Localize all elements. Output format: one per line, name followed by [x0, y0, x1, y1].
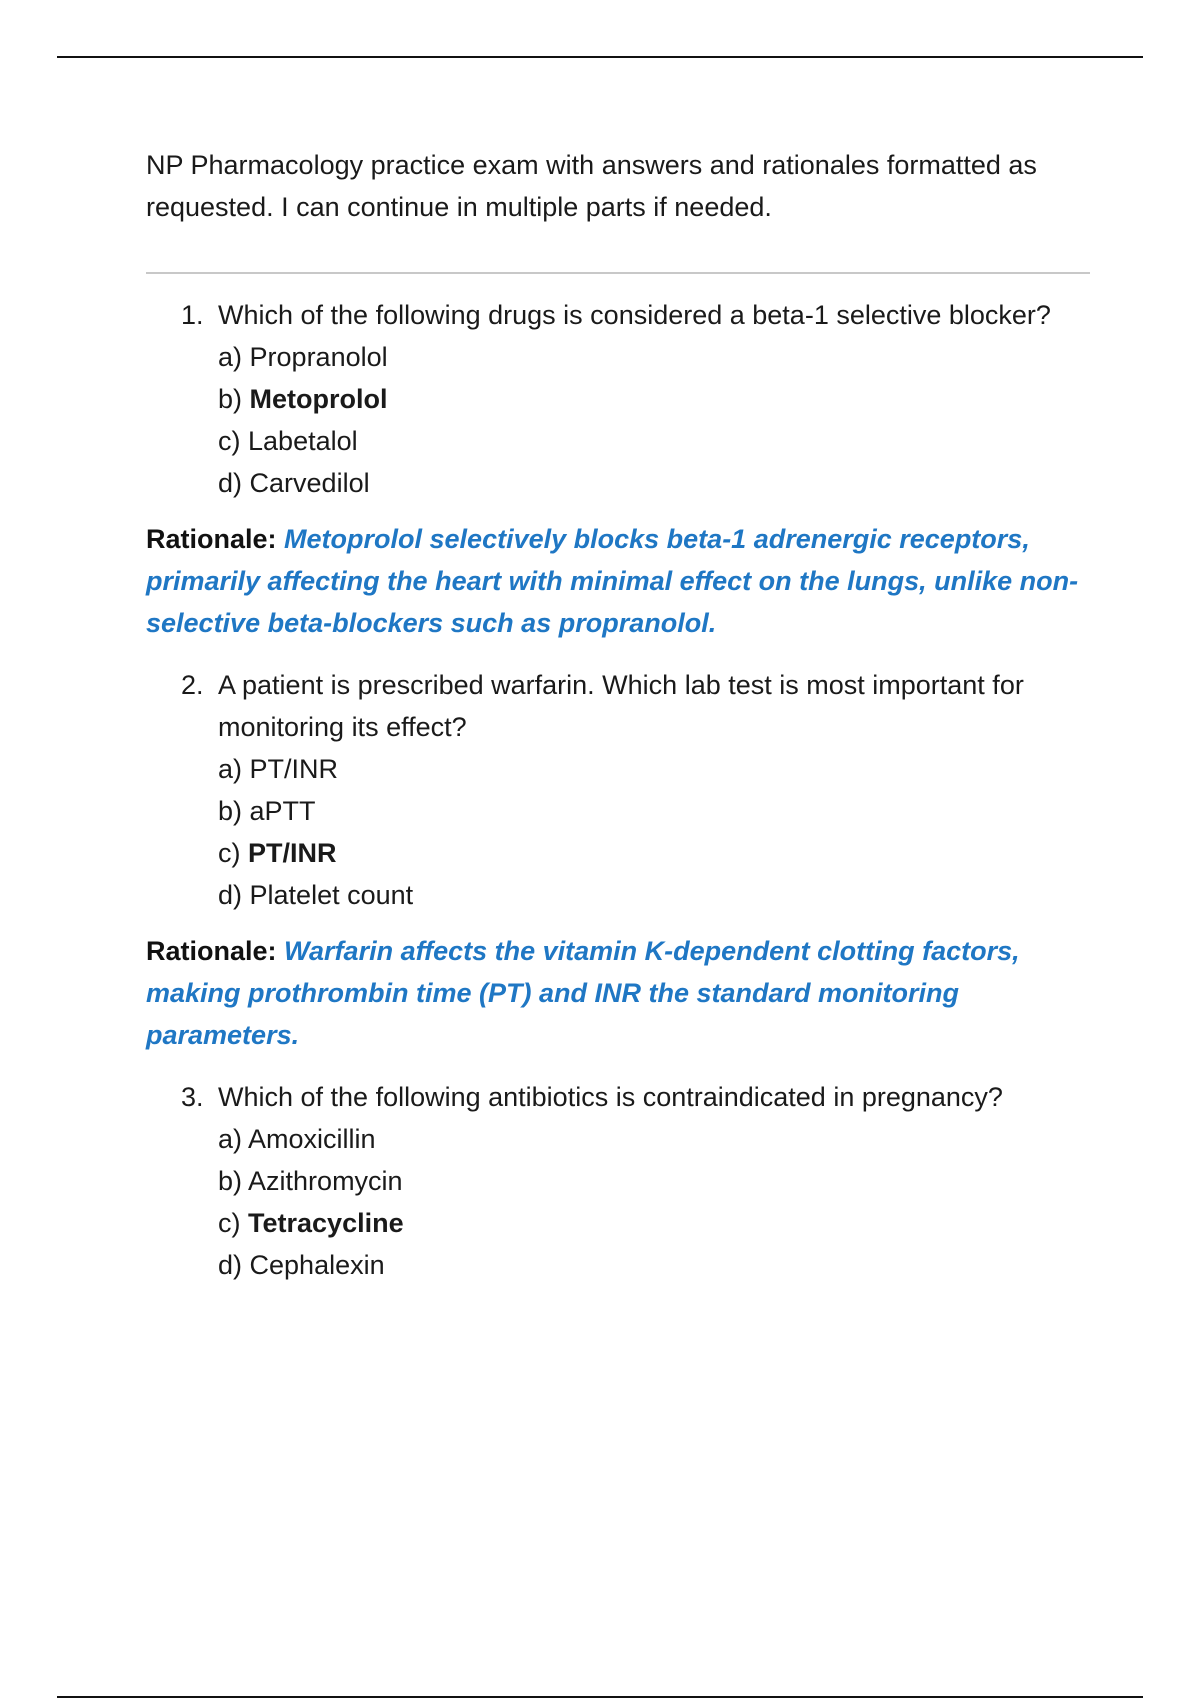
- option-letter: a): [218, 754, 243, 784]
- option-d: [146, 1244, 1091, 1286]
- option-text: Amoxicillin: [248, 1124, 376, 1154]
- rationale-label: Rationale:: [146, 524, 277, 554]
- rationale-2: [146, 930, 1091, 1056]
- option-text-correct: Tetracycline: [248, 1208, 404, 1238]
- question-number: 3.: [181, 1082, 204, 1112]
- question-text: Which of the following drugs is considered a beta-1 selective blocker?: [218, 300, 1051, 330]
- question-3: [146, 1076, 1091, 1286]
- question-text: Which of the following antibiotics is contraindicated in pregnancy?: [218, 1082, 1003, 1112]
- option-a: [146, 748, 1091, 790]
- option-letter: a): [218, 342, 243, 372]
- intro-paragraph: NP Pharmacology practice exam with answers and rationales formatted as requested. I can continue in multiple parts if needed.: [146, 150, 1037, 222]
- question-2-text-line: [146, 664, 1091, 748]
- option-letter: d): [218, 1250, 243, 1280]
- option-b: [146, 790, 1091, 832]
- option-text: Propranolol: [249, 342, 388, 372]
- question-1: [146, 294, 1091, 504]
- option-b: [146, 378, 1091, 420]
- option-letter: c): [218, 426, 241, 456]
- question-3-text-line: [146, 1076, 1091, 1118]
- option-letter: b): [218, 384, 243, 414]
- option-text: aPTT: [249, 796, 316, 826]
- option-text: PT/INR: [249, 754, 339, 784]
- question-text: A patient is prescribed warfarin. Which lab test is most important for monitoring its effect?: [218, 670, 1024, 742]
- option-text: Platelet count: [249, 880, 414, 910]
- rationale-text: Metoprolol selectively blocks beta-1 adrenergic receptors, primarily affecting the heart with minimal effect on the lungs, unlike non-selective beta-blockers such as propranolol.: [146, 524, 1079, 638]
- option-letter: d): [218, 468, 243, 498]
- option-a: [146, 1118, 1091, 1160]
- option-text: Labetalol: [248, 426, 358, 456]
- rationale-text: Warfarin affects the vitamin K-dependent clotting factors, making prothrombin time (PT) and INR the standard monitoring parameters.: [146, 936, 1020, 1050]
- option-text: Azithromycin: [248, 1166, 403, 1196]
- option-d: [146, 462, 1091, 504]
- document-body: [146, 144, 1091, 1286]
- option-letter: d): [218, 880, 243, 910]
- question-1-text-line: [146, 294, 1091, 336]
- section-divider: [146, 272, 1090, 274]
- option-text-correct: Metoprolol: [249, 384, 388, 414]
- option-letter: c): [218, 1208, 241, 1238]
- option-c: [146, 832, 1091, 874]
- option-text: Cephalexin: [249, 1250, 385, 1280]
- question-number: 2.: [181, 670, 204, 700]
- option-a: [146, 336, 1091, 378]
- rationale-label: Rationale:: [146, 936, 277, 966]
- option-d: [146, 874, 1091, 916]
- question-2: [146, 664, 1091, 916]
- option-letter: a): [218, 1124, 243, 1154]
- question-number: 1.: [181, 300, 204, 330]
- option-letter: c): [218, 838, 241, 868]
- option-c: [146, 1202, 1091, 1244]
- option-b: [146, 1160, 1091, 1202]
- option-letter: b): [218, 1166, 243, 1196]
- option-letter: b): [218, 796, 243, 826]
- option-text: Carvedilol: [249, 468, 370, 498]
- header-rule: [57, 56, 1143, 58]
- option-c: [146, 420, 1091, 462]
- rationale-1: [146, 518, 1091, 644]
- option-text-correct: PT/INR: [248, 838, 337, 868]
- footer-rule: [57, 1696, 1143, 1698]
